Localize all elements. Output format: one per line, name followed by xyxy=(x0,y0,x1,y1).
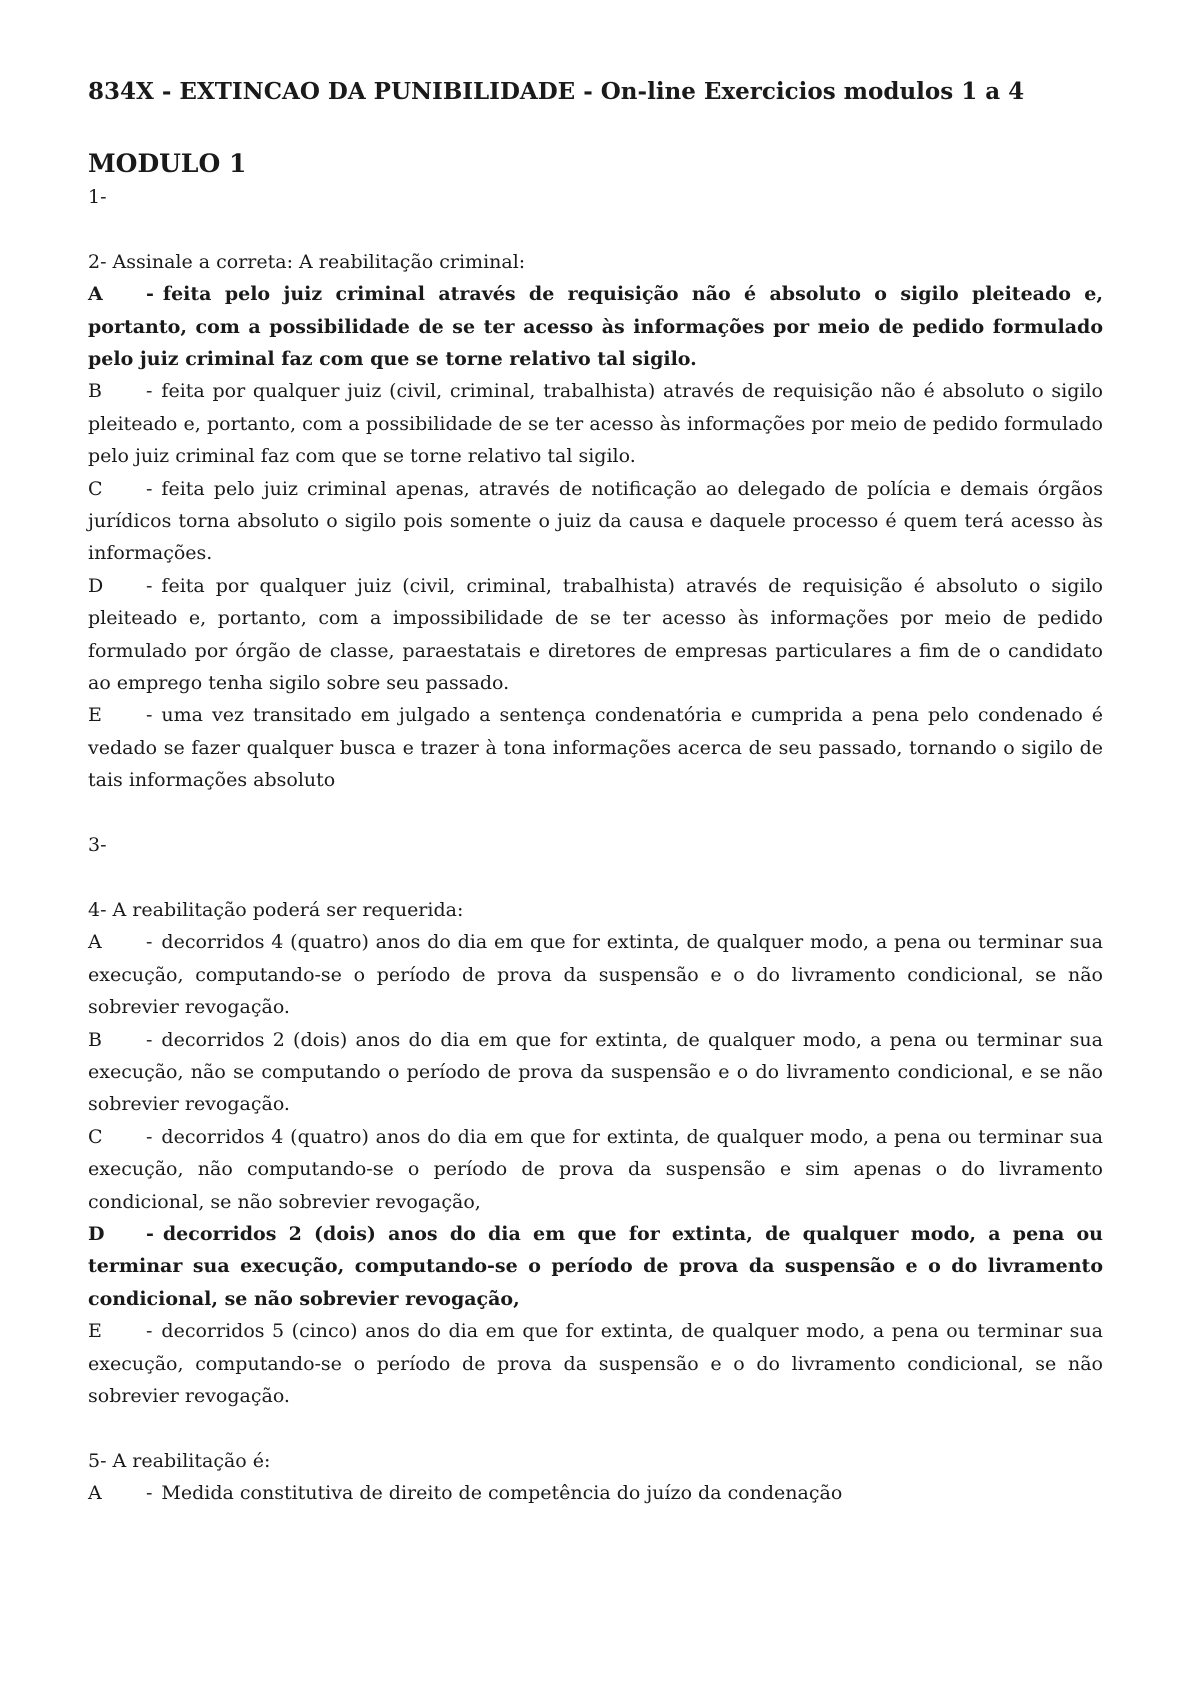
option-letter: A xyxy=(88,1482,102,1505)
option-letter: C xyxy=(88,477,103,500)
option-letter: E xyxy=(88,704,102,727)
option-letter: B xyxy=(88,1028,102,1051)
document-title: 834X - EXTINCAO DA PUNIBILIDADE - On-line Exercicios modulos 1 a 4 xyxy=(88,78,1025,105)
question-4-option-b xyxy=(88,1024,1103,1121)
question-4-option-a xyxy=(88,926,1103,1023)
question-2-option-e xyxy=(88,699,1103,796)
option-letter: D xyxy=(88,1222,105,1245)
question-2-option-a xyxy=(88,278,1103,375)
question-2-stem: 2- Assinale a correta: A reabilitação criminal: xyxy=(88,250,526,273)
spacer xyxy=(88,1412,1103,1444)
question-4-stem: 4- A reabilitação poderá ser requerida: xyxy=(88,898,464,921)
question-4-option-d xyxy=(88,1218,1103,1315)
option-dash: - xyxy=(146,1125,153,1148)
option-letter: A xyxy=(88,931,102,954)
option-letter: E xyxy=(88,1320,102,1343)
option-letter: B xyxy=(88,380,102,403)
option-dash: - xyxy=(146,574,153,597)
question-4-option-e xyxy=(88,1315,1103,1412)
option-dash: - xyxy=(146,1028,153,1051)
spacer xyxy=(88,213,1103,245)
option-letter: C xyxy=(88,1125,103,1148)
question-4-option-c xyxy=(88,1121,1103,1218)
question-2-option-d xyxy=(88,570,1103,700)
option-text: decorridos 2 (dois) anos do dia em que for extinta, de qualquer modo, a pena ou terminar sua execução, não se computando o período de prova da suspensão e o do livramento condicional, e se não sobrevier revogação. xyxy=(88,1028,1103,1116)
option-text: decorridos 2 (dois) anos do dia em que for extinta, de qualquer modo, a pena ou terminar sua execução, computando-se o período de prova da suspensão e o do livramento condicional, se não sobrevier revogação, xyxy=(88,1222,1103,1310)
option-text: decorridos 4 (quatro) anos do dia em que for extinta, de qualquer modo, a pena ou terminar sua execução, não computando-se o período de prova da suspensão e sim apenas o do livramento condicional, se não sobrevier revogação, xyxy=(88,1125,1103,1213)
spacer xyxy=(88,862,1103,894)
option-text: uma vez transitado em julgado a sentença condenatória e cumprida a pena pelo condenado é vedado se fazer qualquer busca e trazer à tona informações acerca de seu passado, tornando o sigilo de tais informações absoluto xyxy=(88,704,1103,792)
module-heading: MODULO 1 xyxy=(88,149,247,178)
question-2-option-b xyxy=(88,375,1103,472)
spacer xyxy=(88,797,1103,829)
option-text: feita pelo juiz criminal através de requisição não é absoluto o sigilo pleiteado e, portanto, com a possibilidade de se ter acesso às informações por meio de pedido formulado pelo juiz criminal faz com que se torne relativo tal sigilo. xyxy=(88,283,1103,371)
question-1-number: 1- xyxy=(88,186,107,208)
option-dash: - xyxy=(146,283,154,306)
question-5-option-a xyxy=(88,1477,1103,1509)
option-dash: - xyxy=(146,1320,153,1343)
option-text: feita por qualquer juiz (civil, criminal, trabalhista) através de requisição não é absoluto o sigilo pleiteado e, portanto, com a possibilidade de se ter acesso às informações por meio de pedido formulado pelo juiz criminal faz com que se torne relativo tal sigilo. xyxy=(88,380,1103,468)
option-dash: - xyxy=(146,380,153,403)
option-dash: - xyxy=(146,704,153,727)
option-letter: A xyxy=(88,283,103,306)
option-letter: D xyxy=(88,574,104,597)
option-text: decorridos 5 (cinco) anos do dia em que for extinta, de qualquer modo, a pena ou terminar sua execução, computando-se o período de prova da suspensão e o do livramento condicional, se não sobrevier revogação. xyxy=(88,1320,1103,1407)
option-dash: - xyxy=(146,1482,153,1505)
option-dash: - xyxy=(146,477,153,500)
option-text: decorridos 4 (quatro) anos do dia em que for extinta, de qualquer modo, a pena ou terminar sua execução, computando-se o período de prova da suspensão e o do livramento condicional, se não sobrevier revogação. xyxy=(88,931,1103,1019)
question-3-number: 3- xyxy=(88,834,107,857)
question-5-stem: 5- A reabilitação é: xyxy=(88,1449,271,1472)
question-2-option-c xyxy=(88,473,1103,570)
option-text: feita por qualquer juiz (civil, criminal, trabalhista) através de requisição é absoluto o sigilo pleiteado e, portanto, com a impossibilidade de se ter acesso às informações por meio de pedido formulado por órgão de classe, paraestatais e diretores de empresas particulares a fim de o candidato ao emprego tenha sigilo sobre seu passado. xyxy=(88,574,1103,695)
option-text: feita pelo juiz criminal apenas, através de notificação ao delegado de polícia e demais órgãos jurídicos torna absoluto o sigilo pois somente o juiz da causa e daquele processo é quem terá acesso às informações. xyxy=(88,477,1103,565)
option-dash: - xyxy=(146,1222,154,1245)
option-dash: - xyxy=(146,931,153,954)
option-text: Medida constitutiva de direito de competência do juízo da condenação xyxy=(161,1482,843,1505)
